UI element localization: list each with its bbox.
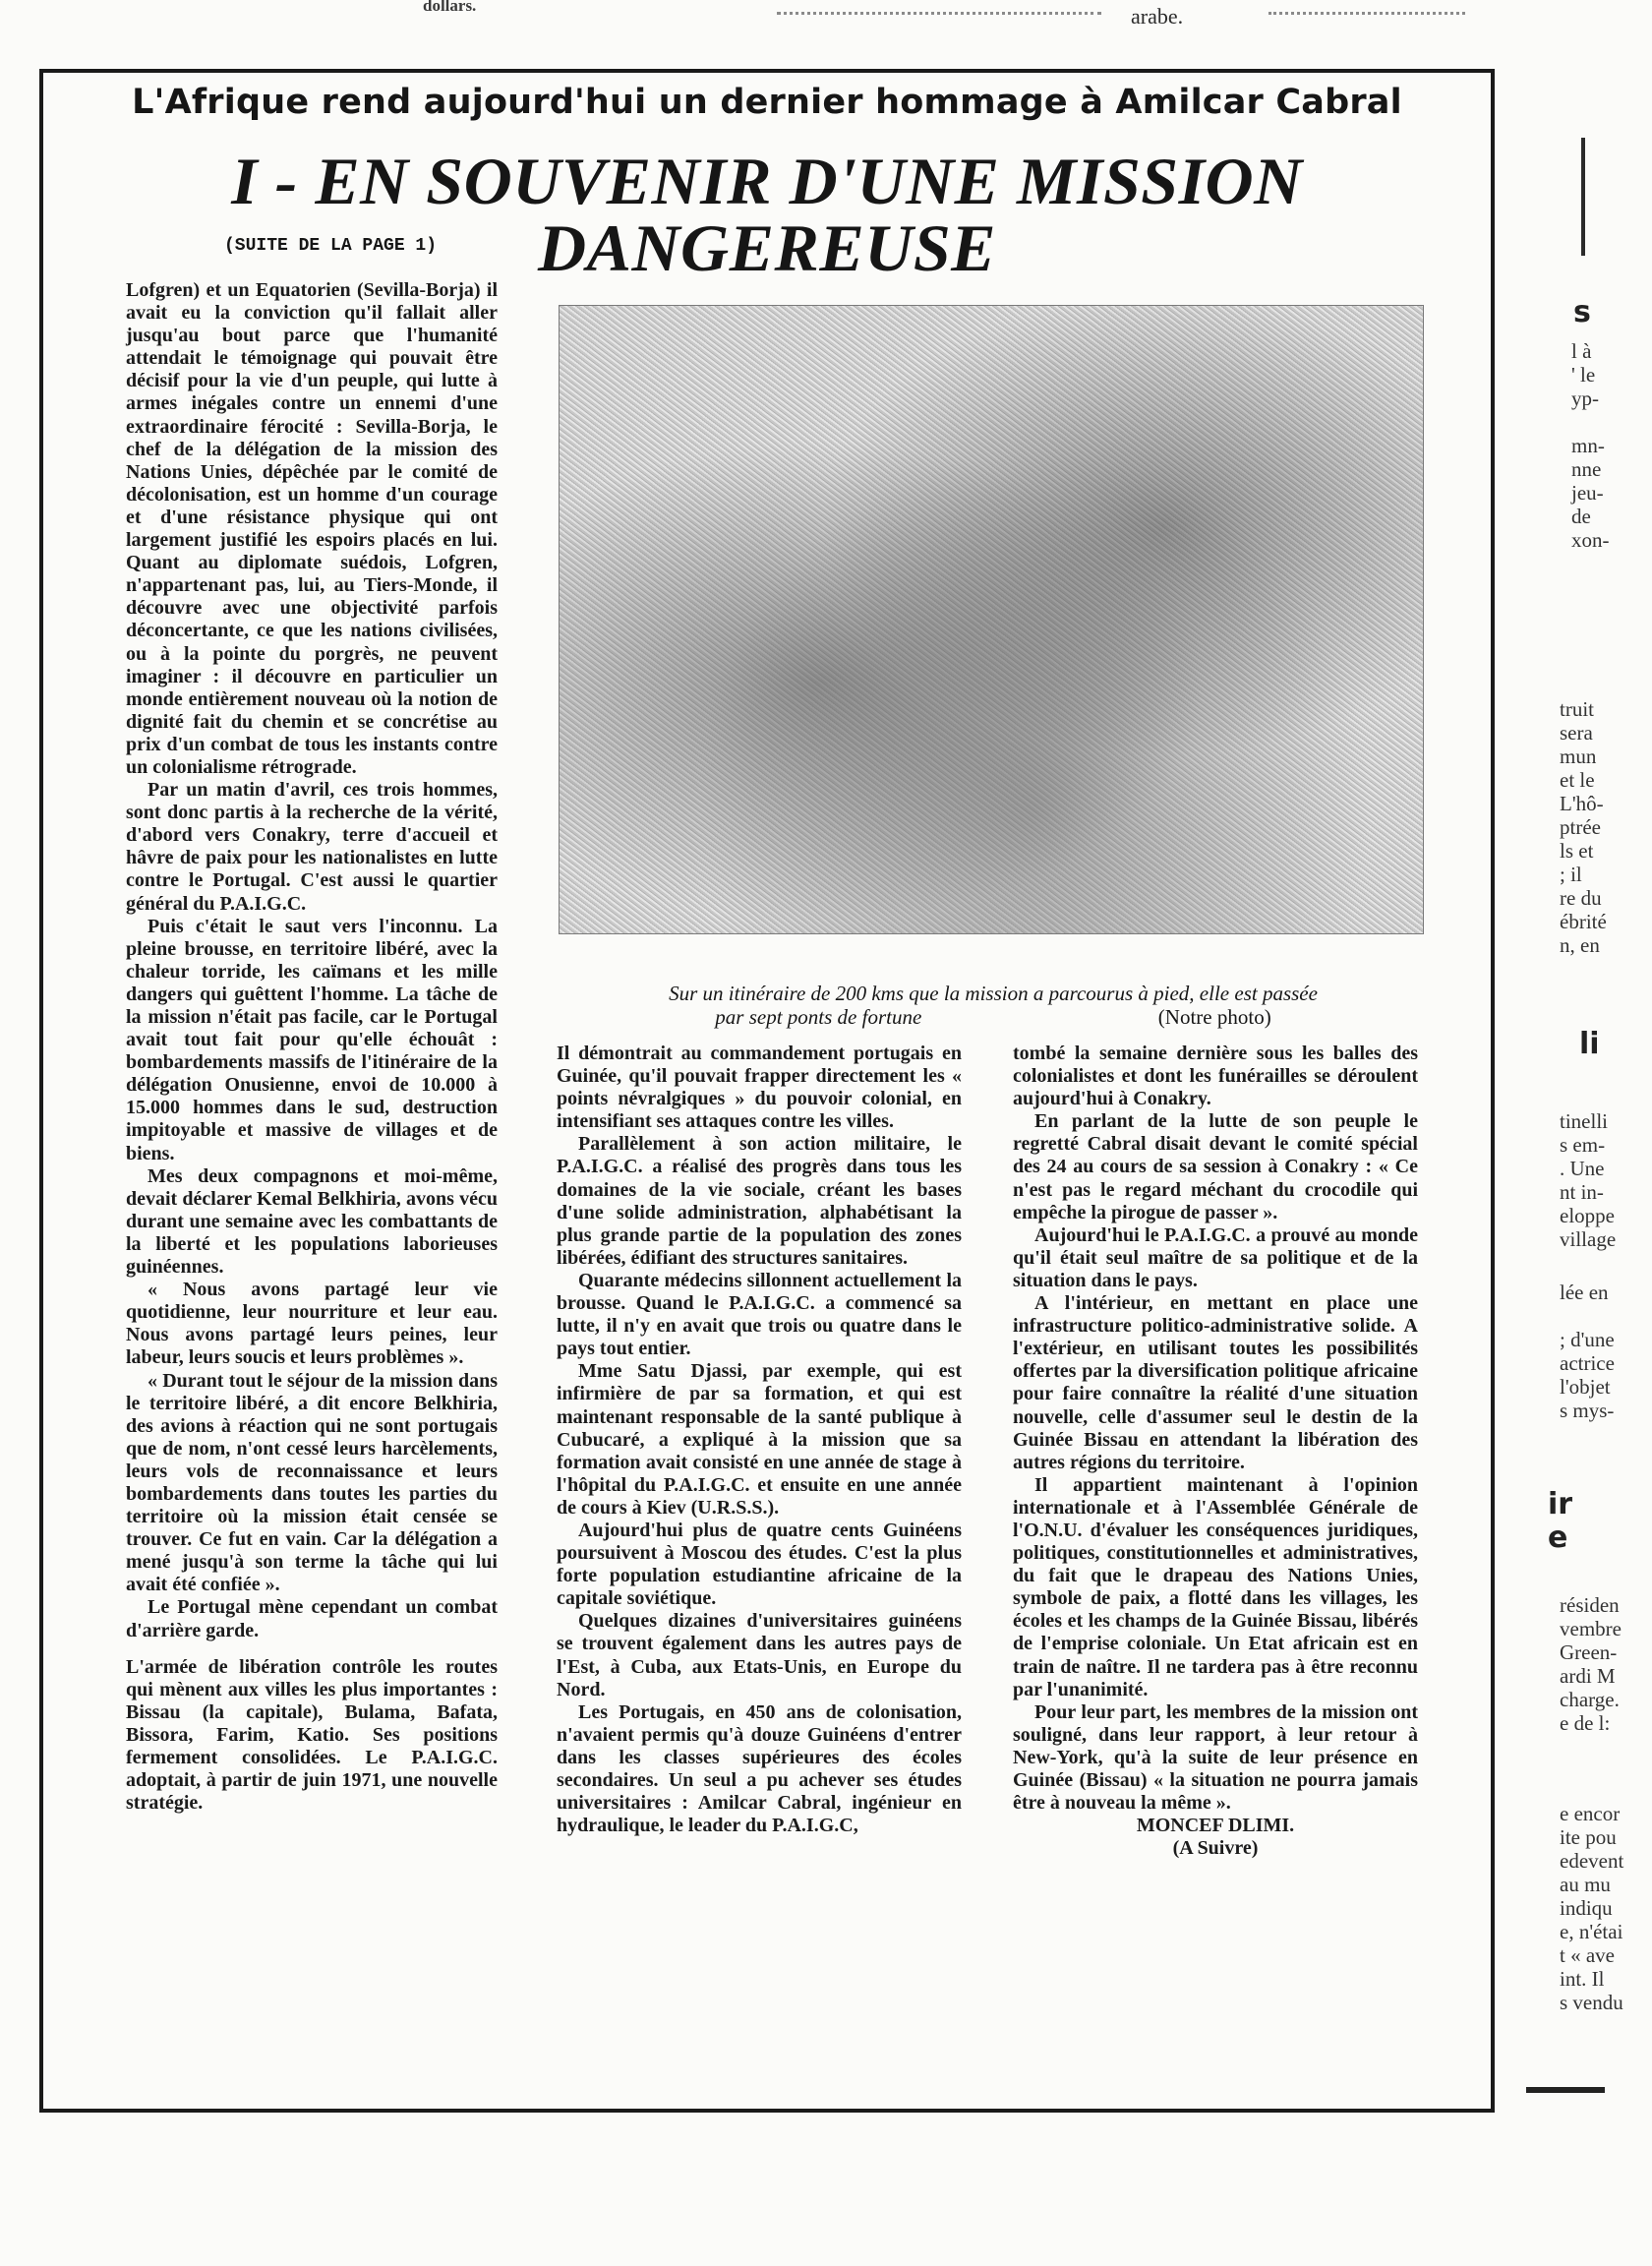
- paragraph: tombé la semaine dernière sous les balles des colonialistes et dont les funérailles se déroulent aujourd'hui à Conakry.: [1013, 1043, 1418, 1110]
- paragraph: Mes deux compagnons et moi-même, devait déclarer Kemal Belkhiria, avons vécu durant une semaine avec les combattants de la liberté et les populations laborieuses guinéennes.: [126, 1164, 498, 1279]
- paragraph: En parlant de la lutte de son peuple le regretté Cabral disait devant le comité spécial des 24 au cours de sa session à Conakry : « Ce n'est pas le regard méchant du crocodile qui empêche la pirogue de passer ».: [1013, 1110, 1418, 1223]
- paragraph: Le Portugal mène cependant un combat d'arrière garde.: [126, 1596, 498, 1641]
- paragraph: Mme Satu Djassi, par exemple, qui est infirmière de par sa formation, et qui est maintenant responsable de la santé publique à Cubucaré, a expliqué à la mission que sa formation avait consisté en une année de stage à l'hôpital du P.A.I.G.C. et ensuite en une année de cours à Kiev (U.R.S.S.).: [557, 1360, 962, 1519]
- article-kicker: L'Afrique rend aujourd'hui un dernier hommage à Amilcar Cabral: [132, 83, 1402, 122]
- to-be-continued-note: (A Suivre): [1172, 1837, 1259, 1860]
- article-column-1: [126, 279, 498, 1815]
- paragraph: Aujourd'hui le P.A.I.G.C. a prouvé au monde qu'il était seul maître de sa politique et de la situation dans le pays.: [1013, 1223, 1418, 1291]
- paragraph: Il appartient maintenant à l'opinion internationale et à l'Assemblée Générale de l'O.N.U. d'évaluer les conséquences juridiques, politiques, constitutionnelles et administratives, du fait que le drapeau des Nations Unies, symbole de paix, a flotté dans les villages, les écoles et les champs de la Guinée Bissau, libérés de l'emprise coloniale. Un Etat africain est en train de naître. Il ne tardera pas à être reconnu par l'unanimité.: [1013, 1473, 1418, 1700]
- paragraph: Pour leur part, les membres de la mission ont souligné, dans leur rapport, à leur retour à New-York, qu'à la suite de leur présence en Guinée (Bissau) « la situation ne pourra jamais être à nouveau la même ».: [1013, 1700, 1418, 1815]
- paragraph: L'armée de libération contrôle les routes qui mènent aux villes les plus importantes : Bissau (la capitale), Bulama, Bafata, Bissora, Farim, Katio. Ses positions fermement consolidées. Le P.A.I.G.C. adoptait, à partir de juin 1971, une nouvelle stratégie.: [126, 1655, 498, 1815]
- continuation-note: (SUITE DE LA PAGE 1): [224, 236, 438, 256]
- article-column-3: [1013, 1043, 1418, 1860]
- adjacent-text-fragment: lée en ; d'une actrice l'objet s mys-: [1560, 1281, 1615, 1422]
- adjacent-text-fragment: truit sera mun et le L'hô- ptrée ls et ; il re du ébrité n, en: [1560, 697, 1607, 957]
- article-column-2: [557, 1043, 962, 1837]
- paragraph: Les Portugais, en 450 ans de colonisation, n'avaient permis qu'à douze Guinéens d'entrer dans les classes supérieures des écoles secondaires. Un seul a pu achever ses études universitaires : Amilcar Cabral, ingénieur en hydraulique, le leader du P.A.I.G.C,: [557, 1700, 962, 1837]
- photo-caption: [551, 982, 1436, 1029]
- adjacent-text-fragment: tinelli s em- . Une nt in- eloppe village: [1560, 1109, 1617, 1251]
- adjacent-text-fragment: résiden vembre Green- ardi M charge. e de l:: [1560, 1593, 1622, 1735]
- paragraph: « Durant tout le séjour de la mission dans le territoire libéré, a dit encore Belkhiria, des avions à réaction qui ne sont portugais que de nom, n'ont cessé leurs harcèlements, leurs vols de reconnaissance et leurs bombardements dans toutes les parties du territoire où la mission était censée se trouver. Ce fut en vain. Car la délégation a mené jusqu'à son terme la tâche qui lui avait été confiée ».: [126, 1369, 498, 1596]
- strip-right-fragment: arabe.: [1131, 4, 1184, 29]
- adjacent-heading-fragment: s: [1573, 295, 1591, 329]
- adjacent-heading-fragment: li: [1579, 1027, 1600, 1061]
- paragraph: Quarante médecins sillonnent actuellement la brousse. Quand le P.A.I.G.C. a commencé sa lutte, il n'y en avait que trois ou quatre dans le pays tout entier.: [557, 1269, 962, 1360]
- caption-line-2: par sept ponts de fortune (Notre photo): [715, 1005, 1271, 1029]
- paragraph: A l'intérieur, en mettant en place une infrastructure politico-administrative solide. A l'extérieur, en utilisant toutes les possibilités offertes par la diversification politique africaine pour faire connaître la réalité d'une situation nouvelle, celle d'assumer seul le destin de la Guinée Bissau en attendant la libération des autres régions du territoire.: [1013, 1292, 1418, 1473]
- adjacent-text-fragment: e encor ite pou edevent au mu indiqu e, n'étai t « ave int. Il s vendu: [1560, 1802, 1624, 2014]
- article-photo: [559, 305, 1424, 934]
- paragraph: Parallèlement à son action militaire, le P.A.I.G.C. a réalisé des progrès dans tous les domaines de la vie sociale, créant les bases d'une solide administration, alphabétisant la plus grande partie de la population des zones libérées, édifiant des structures sanitaires.: [557, 1133, 962, 1269]
- adjacent-column-rule: [1526, 2087, 1605, 2093]
- paragraph: Puis c'était le saut vers l'inconnu. La pleine brousse, en territoire libéré, avec la chaleur torride, les caïmans et les mille dangers qui guêttent l'homme. La tâche de la mission n'était pas facile, car le Portugal avait tout fait pour qu'elle échouât : bombardements massifs de l'itinéraire de la délégation Onusienne, envoi de 10.000 à 15.000 hommes dans le sud, destruction impitoyable et massive de villages et de biens.: [126, 915, 498, 1164]
- adjacent-column-rule: [1581, 138, 1585, 256]
- strip-rule-right: [1268, 12, 1465, 18]
- paragraph: Lofgren) et un Equatorien (Sevilla-Borja) il avait eu la conviction qu'il fallait aller jusqu'au bout parce que l'humanité attendait le témoignage qui pouvait être décisif pour la vie d'un peuple, qui lutte à armes inégales contre un ennemi d'une extraordinaire férocité : Sevilla-Borja, le chef de la délégation de la mission des Nations Unies, dépêchée par le comité de décolonisation, est un homme d'un courage et d'une résistance physique qui ont largement justifié les espoirs placés en lui. Quant au diplomate suédois, Lofgren, n'appartenant pas, lui, au Tiers-Monde, il découvre avec une objectivité parfois déconcertante, ce que les nations civilisées, ou à la pointe du porgrès, ne peuvent imaginer : il découvre en particulier un monde entièrement nouveau où la notion de dignité fait du chemin et se concrétise au prix d'un combat de tous les instants contre un colonialisme rétrograde.: [126, 279, 498, 778]
- adjacent-heading-fragment: e: [1548, 1521, 1568, 1555]
- paragraph: « Nous avons partagé leur vie quotidienne, leur nourriture et leur eau. Nous avons partagé leurs peines, leur labeur, leurs soucis et leurs problèmes ».: [126, 1279, 498, 1369]
- photo-credit: (Notre photo): [1157, 1005, 1271, 1029]
- paragraph: Aujourd'hui plus de quatre cents Guinéens poursuivent à Moscou des études. C'est la plus forte population estudiantine africaine de la capitale soviétique.: [557, 1519, 962, 1610]
- adjacent-heading-fragment: ir: [1548, 1487, 1573, 1521]
- paragraph: Il démontrait au commandement portugais en Guinée, qu'il pouvait frapper directement les « points névralgiques » du pouvoir colonial, en intensifiant ses attaques contre les villes.: [557, 1043, 962, 1133]
- strip-left-fragment: dollars.: [423, 0, 477, 15]
- paragraph: Par un matin d'avril, ces trois hommes, sont donc partis à la recherche de la vérité, d'abord vers Conakry, terre d'accueil et hâvre de paix pour les nationalistes en lutte contre le Portugal. C'est aussi le quartier général du P.A.I.G.C.: [126, 779, 498, 915]
- paragraph: Quelques dizaines d'universitaires guinéens se trouvent également dans les autres pays de l'Est, à Cuba, aux Etats-Unis, en Europe du Nord.: [557, 1610, 962, 1700]
- adjacent-text-fragment: l à ' le yp- mn- nne jeu- de xon-: [1571, 339, 1610, 552]
- strip-rule: [777, 12, 1101, 18]
- caption-line-1: Sur un itinéraire de 200 kms que la mission a parcourus à pied, elle est passée: [669, 982, 1318, 1005]
- author-signature: MONCEF DLIMI.: [1136, 1815, 1295, 1837]
- article-headline: I - EN SOUVENIR D'UNE MISSION DANGEREUSE: [231, 144, 1303, 285]
